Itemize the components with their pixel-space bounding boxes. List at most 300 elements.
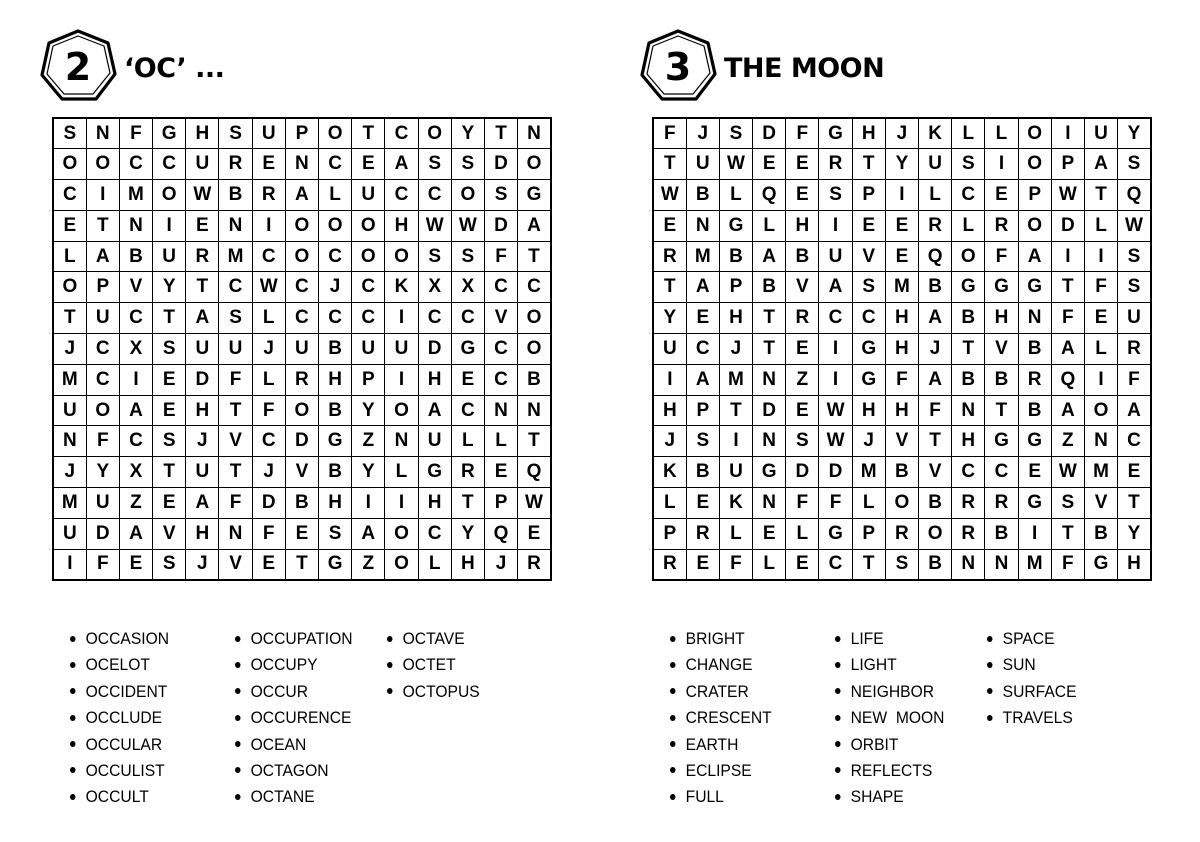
grid-cell[interactable]: R (653, 241, 686, 272)
grid-cell[interactable]: E (786, 549, 819, 580)
grid-cell[interactable]: S (686, 426, 719, 457)
grid-cell[interactable]: C (285, 303, 318, 334)
grid-cell[interactable]: N (1018, 303, 1051, 334)
grid-cell[interactable]: R (952, 518, 985, 549)
grid-cell[interactable]: C (385, 180, 418, 211)
grid-cell[interactable]: O (385, 549, 418, 580)
grid-cell[interactable]: N (385, 426, 418, 457)
grid-cell[interactable]: H (852, 118, 885, 149)
grid-cell[interactable]: C (451, 303, 484, 334)
grid-cell[interactable]: G (1018, 488, 1051, 519)
grid-cell[interactable]: O (952, 241, 985, 272)
grid-cell[interactable]: U (352, 180, 385, 211)
grid-cell[interactable]: A (86, 241, 119, 272)
grid-cell[interactable]: J (719, 334, 752, 365)
grid-cell[interactable]: L (952, 210, 985, 241)
grid-cell[interactable]: D (753, 118, 786, 149)
grid-cell[interactable]: Q (1051, 364, 1084, 395)
grid-cell[interactable]: L (385, 457, 418, 488)
grid-cell[interactable]: L (952, 118, 985, 149)
grid-cell[interactable]: Z (119, 488, 152, 519)
grid-cell[interactable]: D (1051, 210, 1084, 241)
grid-cell[interactable]: H (653, 395, 686, 426)
grid-cell[interactable]: T (219, 457, 252, 488)
grid-cell[interactable]: U (186, 457, 219, 488)
grid-cell[interactable]: W (1051, 457, 1084, 488)
grid-cell[interactable]: R (285, 364, 318, 395)
grid-cell[interactable]: T (186, 272, 219, 303)
grid-cell[interactable]: I (1018, 518, 1051, 549)
grid-cell[interactable]: U (186, 149, 219, 180)
grid-cell[interactable]: F (86, 549, 119, 580)
grid-cell[interactable]: I (119, 364, 152, 395)
grid-cell[interactable]: H (1118, 549, 1151, 580)
grid-cell[interactable]: J (885, 118, 918, 149)
grid-cell[interactable]: E (686, 488, 719, 519)
grid-cell[interactable]: N (753, 364, 786, 395)
grid-cell[interactable]: U (86, 488, 119, 519)
grid-cell[interactable]: F (985, 241, 1018, 272)
grid-cell[interactable]: Y (352, 457, 385, 488)
grid-cell[interactable]: V (119, 272, 152, 303)
grid-cell[interactable]: A (119, 395, 152, 426)
grid-cell[interactable]: G (418, 457, 451, 488)
grid-cell[interactable]: E (451, 364, 484, 395)
grid-cell[interactable]: O (518, 334, 551, 365)
grid-cell[interactable]: F (1051, 549, 1084, 580)
grid-cell[interactable]: J (252, 334, 285, 365)
grid-cell[interactable]: B (285, 488, 318, 519)
grid-cell[interactable]: Y (352, 395, 385, 426)
grid-cell[interactable]: O (319, 210, 352, 241)
grid-cell[interactable]: V (852, 241, 885, 272)
grid-cell[interactable]: L (252, 364, 285, 395)
grid-cell[interactable]: K (653, 457, 686, 488)
grid-cell[interactable]: T (1118, 488, 1151, 519)
grid-cell[interactable]: A (919, 364, 952, 395)
grid-cell[interactable]: Q (484, 518, 517, 549)
grid-cell[interactable]: U (86, 303, 119, 334)
grid-cell[interactable]: R (786, 303, 819, 334)
grid-cell[interactable]: H (985, 303, 1018, 334)
grid-cell[interactable]: P (653, 518, 686, 549)
grid-cell[interactable]: T (1051, 518, 1084, 549)
grid-cell[interactable]: O (53, 149, 86, 180)
grid-cell[interactable]: F (1084, 272, 1117, 303)
grid-cell[interactable]: D (484, 149, 517, 180)
grid-cell[interactable]: F (786, 488, 819, 519)
grid-cell[interactable]: M (686, 241, 719, 272)
grid-cell[interactable]: U (919, 149, 952, 180)
grid-cell[interactable]: X (119, 457, 152, 488)
grid-cell[interactable]: C (852, 303, 885, 334)
grid-cell[interactable]: Y (1118, 118, 1151, 149)
grid-cell[interactable]: V (885, 426, 918, 457)
grid-cell[interactable]: J (186, 426, 219, 457)
grid-cell[interactable]: C (219, 272, 252, 303)
grid-cell[interactable]: L (985, 118, 1018, 149)
grid-cell[interactable]: G (753, 457, 786, 488)
grid-cell[interactable]: F (1051, 303, 1084, 334)
grid-cell[interactable]: C (119, 149, 152, 180)
grid-cell[interactable]: T (852, 149, 885, 180)
grid-cell[interactable]: U (418, 426, 451, 457)
grid-cell[interactable]: E (484, 457, 517, 488)
grid-cell[interactable]: C (1118, 426, 1151, 457)
grid-cell[interactable]: E (153, 488, 186, 519)
grid-cell[interactable]: O (885, 488, 918, 519)
grid-cell[interactable]: A (1018, 241, 1051, 272)
grid-cell[interactable]: G (319, 426, 352, 457)
grid-cell[interactable]: T (985, 395, 1018, 426)
grid-cell[interactable]: C (985, 457, 1018, 488)
grid-cell[interactable]: S (1118, 241, 1151, 272)
grid-cell[interactable]: U (252, 118, 285, 149)
grid-cell[interactable]: J (252, 457, 285, 488)
grid-cell[interactable]: M (119, 180, 152, 211)
grid-cell[interactable]: P (352, 364, 385, 395)
grid-cell[interactable]: S (484, 180, 517, 211)
grid-cell[interactable]: H (186, 118, 219, 149)
grid-cell[interactable]: G (1018, 426, 1051, 457)
grid-cell[interactable]: U (653, 334, 686, 365)
grid-cell[interactable]: F (819, 488, 852, 519)
grid-cell[interactable]: L (484, 426, 517, 457)
grid-cell[interactable]: C (952, 457, 985, 488)
grid-cell[interactable]: R (985, 210, 1018, 241)
grid-cell[interactable]: N (53, 426, 86, 457)
grid-cell[interactable]: F (484, 241, 517, 272)
grid-cell[interactable]: E (885, 210, 918, 241)
grid-cell[interactable]: O (1018, 118, 1051, 149)
grid-cell[interactable]: G (1084, 549, 1117, 580)
grid-cell[interactable]: G (985, 426, 1018, 457)
grid-cell[interactable]: H (885, 395, 918, 426)
grid-cell[interactable]: B (319, 334, 352, 365)
grid-cell[interactable]: G (852, 364, 885, 395)
grid-cell[interactable]: I (385, 488, 418, 519)
grid-cell[interactable]: D (252, 488, 285, 519)
grid-cell[interactable]: C (86, 334, 119, 365)
grid-cell[interactable]: E (786, 149, 819, 180)
grid-cell[interactable]: J (319, 272, 352, 303)
grid-cell[interactable]: E (352, 149, 385, 180)
grid-cell[interactable]: D (418, 334, 451, 365)
grid-cell[interactable]: P (1018, 180, 1051, 211)
grid-cell[interactable]: I (1084, 364, 1117, 395)
grid-cell[interactable]: E (1018, 457, 1051, 488)
grid-cell[interactable]: A (518, 210, 551, 241)
grid-cell[interactable]: S (219, 118, 252, 149)
grid-cell[interactable]: T (153, 303, 186, 334)
grid-cell[interactable]: S (786, 426, 819, 457)
grid-cell[interactable]: W (653, 180, 686, 211)
grid-cell[interactable]: L (1084, 334, 1117, 365)
grid-cell[interactable]: G (451, 334, 484, 365)
grid-cell[interactable]: C (819, 549, 852, 580)
grid-cell[interactable]: F (885, 364, 918, 395)
grid-cell[interactable]: G (319, 549, 352, 580)
grid-cell[interactable]: O (385, 241, 418, 272)
grid-cell[interactable]: T (153, 457, 186, 488)
grid-cell[interactable]: O (1018, 149, 1051, 180)
grid-cell[interactable]: M (219, 241, 252, 272)
grid-cell[interactable]: U (186, 334, 219, 365)
grid-cell[interactable]: A (285, 180, 318, 211)
grid-cell[interactable]: Y (153, 272, 186, 303)
grid-cell[interactable]: F (786, 118, 819, 149)
grid-cell[interactable]: B (319, 395, 352, 426)
grid-cell[interactable]: L (1084, 210, 1117, 241)
grid-cell[interactable]: W (819, 426, 852, 457)
grid-cell[interactable]: P (719, 272, 752, 303)
grid-cell[interactable]: S (418, 149, 451, 180)
grid-cell[interactable]: C (484, 334, 517, 365)
grid-cell[interactable]: I (1084, 241, 1117, 272)
grid-cell[interactable]: B (686, 180, 719, 211)
grid-cell[interactable]: G (518, 180, 551, 211)
grid-cell[interactable]: J (653, 426, 686, 457)
grid-cell[interactable]: T (518, 241, 551, 272)
grid-cell[interactable]: A (186, 303, 219, 334)
grid-cell[interactable]: H (319, 488, 352, 519)
grid-cell[interactable]: I (385, 303, 418, 334)
grid-cell[interactable]: N (686, 210, 719, 241)
grid-cell[interactable]: L (753, 549, 786, 580)
grid-cell[interactable]: T (352, 118, 385, 149)
grid-cell[interactable]: E (252, 549, 285, 580)
grid-cell[interactable]: D (86, 518, 119, 549)
grid-cell[interactable]: J (53, 457, 86, 488)
grid-cell[interactable]: C (319, 303, 352, 334)
grid-cell[interactable]: L (653, 488, 686, 519)
grid-cell[interactable]: T (518, 426, 551, 457)
grid-cell[interactable]: A (186, 488, 219, 519)
grid-cell[interactable]: L (418, 549, 451, 580)
grid-cell[interactable]: C (153, 149, 186, 180)
grid-cell[interactable]: T (1084, 180, 1117, 211)
grid-cell[interactable]: A (686, 272, 719, 303)
grid-cell[interactable]: Y (1118, 518, 1151, 549)
grid-cell[interactable]: E (985, 180, 1018, 211)
grid-cell[interactable]: I (1051, 241, 1084, 272)
grid-cell[interactable]: B (985, 518, 1018, 549)
grid-cell[interactable]: M (719, 364, 752, 395)
grid-cell[interactable]: S (451, 149, 484, 180)
grid-cell[interactable]: J (484, 549, 517, 580)
grid-cell[interactable]: F (719, 549, 752, 580)
grid-cell[interactable]: G (952, 272, 985, 303)
grid-cell[interactable]: R (518, 549, 551, 580)
grid-cell[interactable]: P (86, 272, 119, 303)
grid-cell[interactable]: C (319, 149, 352, 180)
grid-cell[interactable]: Y (885, 149, 918, 180)
grid-cell[interactable]: C (418, 518, 451, 549)
grid-cell[interactable]: I (53, 549, 86, 580)
grid-cell[interactable]: S (819, 180, 852, 211)
grid-cell[interactable]: S (53, 118, 86, 149)
grid-cell[interactable]: H (418, 488, 451, 519)
grid-cell[interactable]: B (952, 364, 985, 395)
grid-cell[interactable]: T (753, 303, 786, 334)
grid-cell[interactable]: U (153, 241, 186, 272)
grid-cell[interactable]: W (186, 180, 219, 211)
grid-cell[interactable]: T (1051, 272, 1084, 303)
grid-cell[interactable]: T (285, 549, 318, 580)
grid-cell[interactable]: B (719, 241, 752, 272)
grid-cell[interactable]: T (719, 395, 752, 426)
grid-cell[interactable]: W (418, 210, 451, 241)
grid-cell[interactable]: H (719, 303, 752, 334)
grid-cell[interactable]: O (385, 518, 418, 549)
grid-cell[interactable]: E (186, 210, 219, 241)
grid-cell[interactable]: E (1118, 457, 1151, 488)
grid-cell[interactable]: Z (786, 364, 819, 395)
grid-cell[interactable]: C (119, 426, 152, 457)
grid-cell[interactable]: L (919, 180, 952, 211)
grid-cell[interactable]: S (1118, 149, 1151, 180)
grid-cell[interactable]: L (719, 180, 752, 211)
grid-cell[interactable]: L (852, 488, 885, 519)
grid-cell[interactable]: E (653, 210, 686, 241)
grid-cell[interactable]: C (319, 241, 352, 272)
grid-cell[interactable]: U (686, 149, 719, 180)
grid-cell[interactable]: N (518, 395, 551, 426)
grid-cell[interactable]: O (451, 180, 484, 211)
grid-cell[interactable]: C (451, 395, 484, 426)
grid-cell[interactable]: H (385, 210, 418, 241)
grid-cell[interactable]: S (418, 241, 451, 272)
grid-cell[interactable]: L (252, 303, 285, 334)
grid-cell[interactable]: L (53, 241, 86, 272)
grid-cell[interactable]: W (719, 149, 752, 180)
grid-cell[interactable]: G (153, 118, 186, 149)
grid-cell[interactable]: H (186, 395, 219, 426)
grid-cell[interactable]: O (518, 303, 551, 334)
grid-cell[interactable]: I (352, 488, 385, 519)
grid-cell[interactable]: C (352, 303, 385, 334)
grid-cell[interactable]: B (219, 180, 252, 211)
grid-cell[interactable]: C (86, 364, 119, 395)
grid-cell[interactable]: V (484, 303, 517, 334)
grid-cell[interactable]: T (219, 395, 252, 426)
grid-cell[interactable]: U (219, 334, 252, 365)
grid-cell[interactable]: A (1118, 395, 1151, 426)
grid-cell[interactable]: I (153, 210, 186, 241)
grid-cell[interactable]: W (1051, 180, 1084, 211)
grid-cell[interactable]: C (119, 303, 152, 334)
grid-cell[interactable]: I (985, 149, 1018, 180)
grid-cell[interactable]: O (518, 149, 551, 180)
grid-cell[interactable]: C (352, 272, 385, 303)
grid-cell[interactable]: I (653, 364, 686, 395)
grid-cell[interactable]: H (885, 334, 918, 365)
grid-cell[interactable]: N (518, 118, 551, 149)
grid-cell[interactable]: A (819, 272, 852, 303)
grid-cell[interactable]: C (484, 272, 517, 303)
grid-cell[interactable]: C (418, 303, 451, 334)
grid-cell[interactable]: Q (1118, 180, 1151, 211)
grid-cell[interactable]: I (719, 426, 752, 457)
grid-cell[interactable]: V (1084, 488, 1117, 519)
grid-cell[interactable]: W (1118, 210, 1151, 241)
grid-cell[interactable]: H (852, 395, 885, 426)
grid-cell[interactable]: N (484, 395, 517, 426)
grid-cell[interactable]: I (252, 210, 285, 241)
grid-cell[interactable]: O (352, 210, 385, 241)
grid-cell[interactable]: T (653, 272, 686, 303)
grid-cell[interactable]: O (285, 241, 318, 272)
grid-cell[interactable]: P (852, 180, 885, 211)
grid-cell[interactable]: A (1084, 149, 1117, 180)
grid-cell[interactable]: S (1118, 272, 1151, 303)
grid-cell[interactable]: N (119, 210, 152, 241)
grid-cell[interactable]: J (53, 334, 86, 365)
grid-cell[interactable]: E (119, 549, 152, 580)
grid-cell[interactable]: E (786, 334, 819, 365)
grid-cell[interactable]: T (753, 334, 786, 365)
grid-cell[interactable]: S (451, 241, 484, 272)
grid-cell[interactable]: O (385, 395, 418, 426)
grid-cell[interactable]: B (518, 364, 551, 395)
grid-cell[interactable]: N (219, 518, 252, 549)
grid-cell[interactable]: U (719, 457, 752, 488)
grid-cell[interactable]: E (753, 149, 786, 180)
grid-cell[interactable]: B (753, 272, 786, 303)
grid-cell[interactable]: I (819, 364, 852, 395)
grid-cell[interactable]: S (153, 334, 186, 365)
grid-cell[interactable]: R (451, 457, 484, 488)
grid-cell[interactable]: E (686, 549, 719, 580)
grid-cell[interactable]: B (1018, 395, 1051, 426)
grid-cell[interactable]: R (885, 518, 918, 549)
grid-cell[interactable]: B (1084, 518, 1117, 549)
grid-cell[interactable]: R (686, 518, 719, 549)
grid-cell[interactable]: E (153, 364, 186, 395)
grid-cell[interactable]: J (686, 118, 719, 149)
grid-cell[interactable]: O (153, 180, 186, 211)
grid-cell[interactable]: O (285, 210, 318, 241)
grid-cell[interactable]: E (786, 180, 819, 211)
grid-cell[interactable]: R (653, 549, 686, 580)
grid-cell[interactable]: S (952, 149, 985, 180)
grid-cell[interactable]: F (219, 364, 252, 395)
grid-cell[interactable]: P (852, 518, 885, 549)
grid-cell[interactable]: U (53, 395, 86, 426)
grid-cell[interactable]: Z (352, 426, 385, 457)
grid-cell[interactable]: D (819, 457, 852, 488)
grid-cell[interactable]: V (219, 426, 252, 457)
grid-cell[interactable]: N (952, 549, 985, 580)
grid-cell[interactable]: S (719, 118, 752, 149)
grid-cell[interactable]: O (86, 395, 119, 426)
grid-cell[interactable]: Q (753, 180, 786, 211)
grid-cell[interactable]: R (186, 241, 219, 272)
grid-cell[interactable]: E (885, 241, 918, 272)
grid-cell[interactable]: N (86, 118, 119, 149)
grid-cell[interactable]: D (484, 210, 517, 241)
grid-cell[interactable]: O (352, 241, 385, 272)
grid-cell[interactable]: Z (352, 549, 385, 580)
grid-cell[interactable]: J (919, 334, 952, 365)
grid-cell[interactable]: A (418, 395, 451, 426)
grid-cell[interactable]: U (285, 334, 318, 365)
grid-cell[interactable]: B (319, 457, 352, 488)
grid-cell[interactable]: A (1051, 395, 1084, 426)
grid-cell[interactable]: F (86, 426, 119, 457)
grid-cell[interactable]: E (285, 518, 318, 549)
grid-cell[interactable]: P (686, 395, 719, 426)
